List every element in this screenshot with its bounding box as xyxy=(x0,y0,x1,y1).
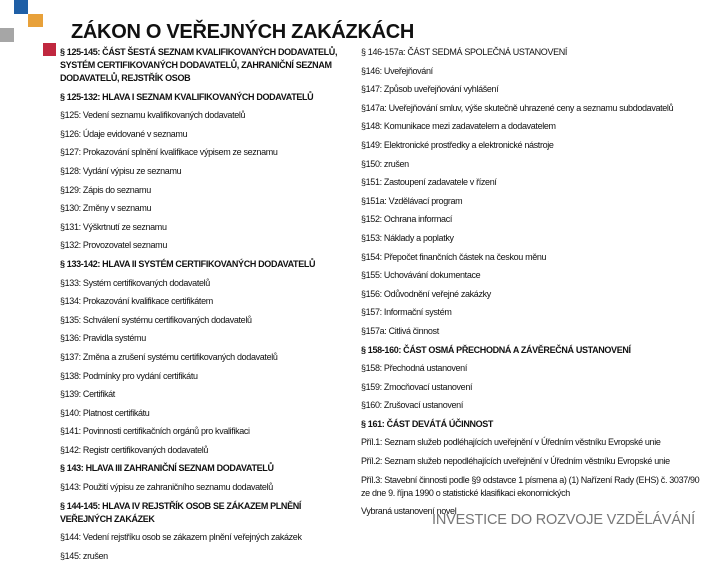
list-item: §125: Vedení seznamu kvalifikovaných dodavatelů xyxy=(60,110,246,121)
section-heading: § 143: HLAVA III ZAHRANIČNÍ SEZNAM DODAVATELŮ xyxy=(60,463,274,474)
list-item: §140: Platnost certifikátu xyxy=(60,407,150,418)
right-column-list xyxy=(361,46,706,524)
section-heading: § 144-145: HLAVA IV REJSTŘÍK OSOB SE ZÁKAZEM PLNĚNÍ VEŘEJNÝCH ZAKÁZEK xyxy=(60,500,302,524)
list-item: §126: Údaje evidované v seznamu xyxy=(60,128,188,139)
section-heading: § 161: ČÁST DEVÁTÁ ÚČINNOST xyxy=(361,418,494,429)
list-item: §142: Registr certifikovaných dodavatelů xyxy=(60,444,209,455)
list-item: §149: Elektronické prostředky a elektronické nástroje xyxy=(361,139,554,150)
list-item: §143: Použití výpisu ze zahraničního seznamu dodavatelů xyxy=(60,482,273,493)
left-column-list xyxy=(60,46,355,568)
list-item: §132: Provozovatel seznamu xyxy=(60,240,167,251)
list-item: Příl.2: Seznam služeb nepodléhajících uveřejnění v Úředním věstníku Evropské unie xyxy=(361,456,670,467)
list-item: §135: Schválení systému certifikovaných dodavatelů xyxy=(60,314,252,325)
list-item: §136: Pravidla systému xyxy=(60,333,146,344)
list-item: §157a: Citlivá činnost xyxy=(361,325,439,336)
section-heading: § 133-142: HLAVA II SYSTÉM CERTIFIKOVANÝCH DODAVATELŮ xyxy=(60,258,316,269)
section-heading: § 125-132: HLAVA I SEZNAM KVALIFIKOVANÝCH DODAVATELŮ xyxy=(60,91,314,102)
list-item: §151: Zastoupení zadavatele v řízení xyxy=(361,177,497,188)
slide-title: ZÁKON O VEŘEJNÝCH ZAKÁZKÁCH xyxy=(71,21,415,43)
logo-square-orange xyxy=(28,14,43,27)
section-heading: § 125-145: ČÁST ŠESTÁ SEZNAM KVALIFIKOVANÝCH DODAVATELŮ, SYSTÉM CERTIFIKOVANÝCH DODAVATELŮ, ZAHRANIČNÍ SEZNAM DODAVATELŮ, REJSTŘÍK OSOB xyxy=(60,47,338,83)
list-item: §130: Změny v seznamu xyxy=(60,203,152,214)
section-heading: § 158-160: ČÁST OSMÁ PŘECHODNÁ A ZÁVĚREČNÁ USTANOVENÍ xyxy=(361,344,631,355)
list-item: §147: Způsob uveřejňování vyhlášení xyxy=(361,84,499,95)
list-item: §144: Vedení rejstříku osob se zákazem plnění veřejných zakázek xyxy=(60,532,302,543)
list-item: §129: Zápis do seznamu xyxy=(60,184,151,195)
list-item: Příl.3: Stavební činnosti podle §9 odstavce 1 písmena a) (1) Nařízení Rady (EHS) č. 3037/90 ze dne 9. října 1990 o statistické klasifikaci ekonomických xyxy=(361,474,700,498)
list-item: §146: Uveřejňování xyxy=(361,65,433,76)
bullet-square-red xyxy=(43,43,56,56)
list-item: §159: Zmocňovací ustanovení xyxy=(361,381,473,392)
list-item: §150: zrušen xyxy=(361,158,409,169)
logo-square-gray xyxy=(0,28,14,42)
footer-slogan: INVESTICE DO ROZVOJE VZDĚLÁVÁNÍ xyxy=(432,512,695,528)
list-item: Příl.1: Seznam služeb podléhajících uveřejnění v Úředním věstníku Evropské unie xyxy=(361,437,661,448)
list-item: §155: Uchovávání dokumentace xyxy=(361,270,481,281)
list-item: §128: Vydání výpisu ze seznamu xyxy=(60,165,182,176)
list-item: §145: zrušen xyxy=(60,550,108,561)
list-item: §139: Certifikát xyxy=(60,389,115,400)
list-item: §147a: Uveřejňování smluv, výše skutečně uhrazené ceny a seznamu subdodavatelů xyxy=(361,102,674,113)
list-item: §160: Zrušovací ustanovení xyxy=(361,400,463,411)
list-item: §152: Ochrana informací xyxy=(361,214,453,225)
list-item: §134: Prokazování kvalifikace certifikátem xyxy=(60,296,213,307)
list-item: §153: Náklady a poplatky xyxy=(361,232,454,243)
list-item: §151a: Vzdělávací program xyxy=(361,195,463,206)
list-item: §138: Podmínky pro vydání certifikátu xyxy=(60,370,198,381)
logo-square-blue xyxy=(14,0,28,14)
list-item: §154: Přepočet finančních částek na českou měnu xyxy=(361,251,547,262)
list-item: §148: Komunikace mezi zadavatelem a dodavatelem xyxy=(361,121,556,132)
list-item: §131: Výškrtnutí ze seznamu xyxy=(60,221,167,232)
list-item: §157: Informační systém xyxy=(361,307,452,318)
list-item: §158: Přechodná ustanovení xyxy=(361,363,467,374)
list-item: § 146-157a: ČÁST SEDMÁ SPOLEČNÁ USTANOVENÍ xyxy=(361,47,568,57)
list-item: §133: Systém certifikovaných dodavatelů xyxy=(60,277,210,288)
list-item: §137: Změna a zrušení systému certifikovaných dodavatelů xyxy=(60,351,278,362)
list-item: Vybraná ustanovení novel xyxy=(361,506,457,517)
list-item: §127: Prokazování splnění kvalifikace výpisem ze seznamu xyxy=(60,147,278,158)
list-item: §141: Povinnosti certifikačních orgánů pro kvalifikaci xyxy=(60,426,250,437)
list-item: §156: Odůvodnění veřejné zakázky xyxy=(361,288,491,299)
